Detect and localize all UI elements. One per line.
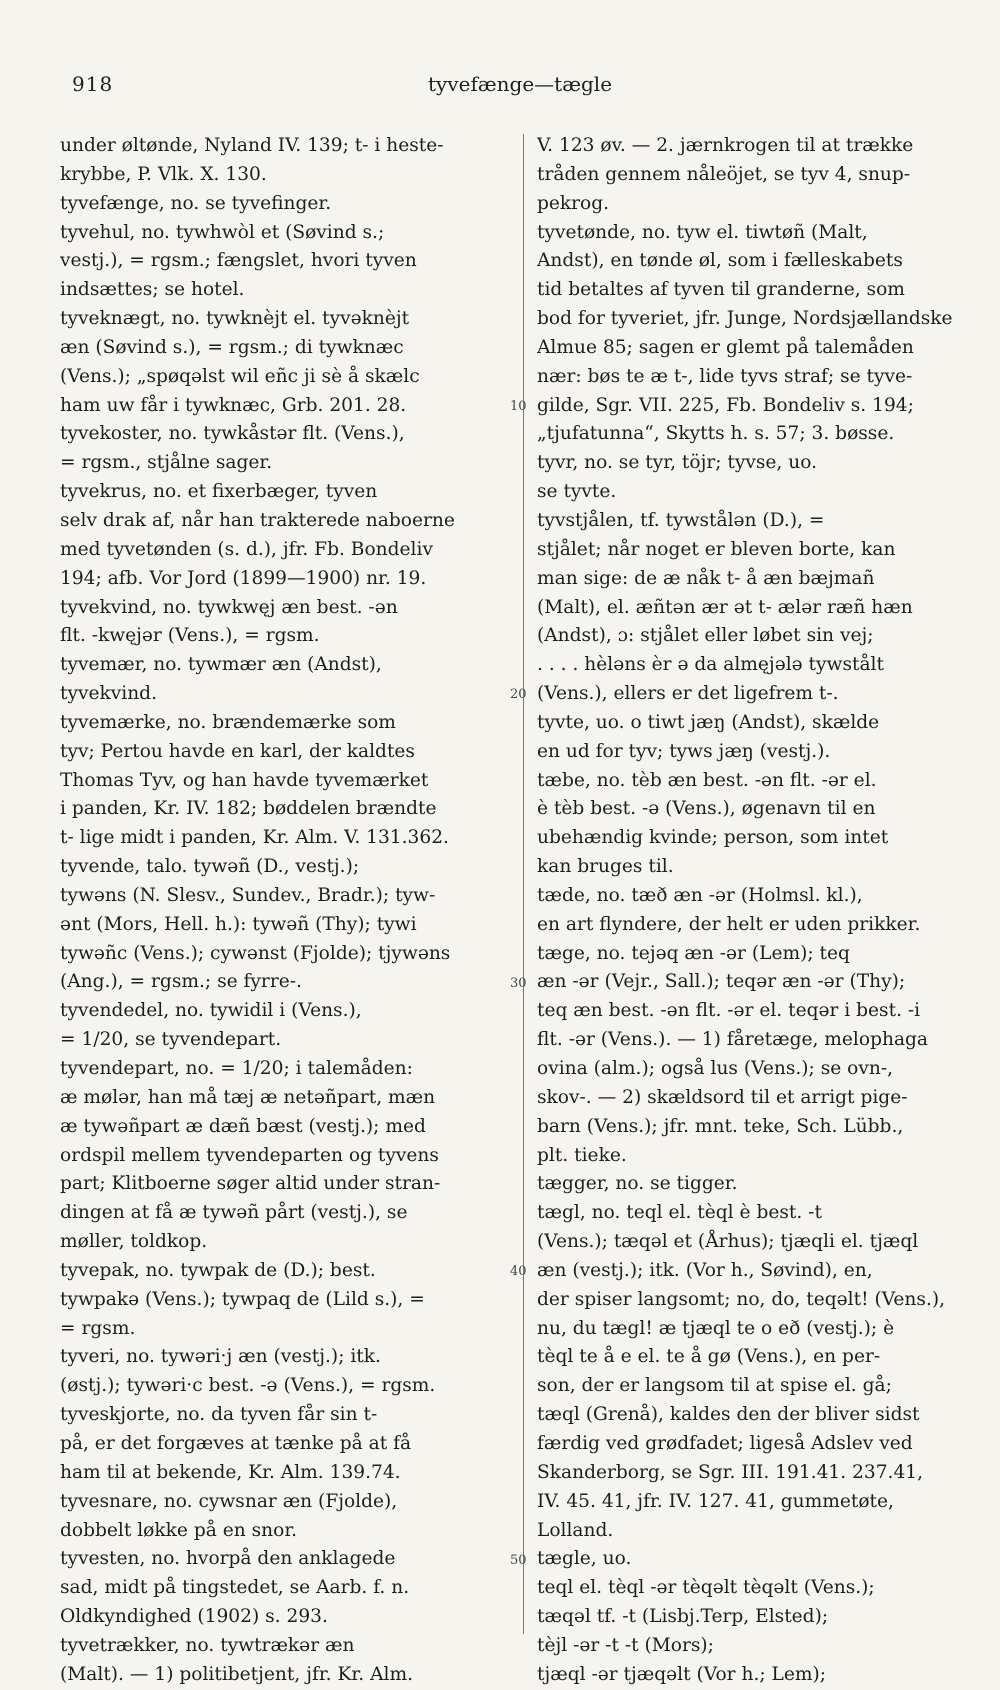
text-line: (Ang.), = rgsm.; se fyrre-. <box>60 971 302 993</box>
text-line: ubehændig kvinde; person, som intet <box>537 827 889 849</box>
text-line: Skanderborg, se Sgr. III. 191.41. 237.41, <box>537 1461 924 1483</box>
text-line: tægle, uo. <box>537 1548 632 1570</box>
line-number: 20 <box>510 687 527 703</box>
text-line: man sige: de æ nåk t- å æn bæjmañ <box>537 567 875 589</box>
text-line: æn -ər (Vejr., Sall.); teqər æn -ər (Thy); <box>537 971 906 993</box>
text-line: i panden, Kr. IV. 182; bøddelen brændte <box>60 798 437 820</box>
text-line: dingen at få æ tywəñ pårt (vestj.), se <box>60 1202 408 1224</box>
text-line: tyv; Pertou havde en karl, der kaldtes <box>60 740 415 762</box>
text-line: tæde, no. tæð æn -ər (Holmsl. kl.), <box>537 884 863 906</box>
text-line: tyvekvind, no. tywkwęj æn best. -ən <box>60 596 398 618</box>
text-line: tyvstjålen, tf. tywstålən (D.), = <box>537 509 825 531</box>
text-line: = rgsm. <box>60 1317 136 1339</box>
text-line: (Vens.), ellers er det ligefrem t-. <box>537 683 839 705</box>
text-line: tæbe, no. tèb æn best. -ən flt. -ər el. <box>537 769 877 791</box>
running-head: tyvefænge—tægle <box>427 72 613 96</box>
text-line: tyvr, no. se tyr, töjr; tyvse, uo. <box>537 452 818 474</box>
text-line: tyvekvind. <box>60 683 157 705</box>
text-line: ənt (Mors, Hell. h.): tywəñ (Thy); tywi <box>60 913 417 935</box>
text-line: Thomas Tyv, og han havde tyvemærket <box>60 769 429 791</box>
text-line: på, er det forgæves at tænke på at få <box>60 1432 412 1454</box>
text-line: skov-. — 2) skældsord til et arrigt pige- <box>537 1086 908 1108</box>
text-line: tèjl -ər -t -t (Mors); <box>537 1634 714 1656</box>
text-line: tid betaltes af tyven til granderne, som <box>537 279 905 301</box>
right-column <box>537 132 987 1690</box>
text-line: Almue 85; sagen er glemt på talemåden <box>537 336 914 358</box>
text-line: t- lige midt i panden, Kr. Alm. V. 131.362. <box>60 827 449 849</box>
text-line: en ud for tyv; tyws jæŋ (vestj.). <box>537 740 831 762</box>
text-line: tyvende, talo. tywəñ (D., vestj.); <box>60 856 360 878</box>
text-line: plt. tieke. <box>537 1144 627 1166</box>
text-line: ordspil mellem tyvendeparten og tyvens <box>60 1144 439 1166</box>
text-line: (Malt), el. æñtən ær ət t- ælər ræñ hæn <box>537 596 913 618</box>
text-line: ovina (alm.); også lus (Vens.); se ovn-, <box>537 1058 894 1079</box>
text-line: selv drak af, når han trakterede naboerne <box>60 509 455 531</box>
text-line: tyvendedel, no. tywidil i (Vens.), <box>60 1000 362 1022</box>
text-line: æn (Søvind s.), = rgsm.; di tywknæc <box>60 336 404 358</box>
text-line: æ tywəñpart æ dæñ bæst (vestj.); med <box>60 1115 426 1137</box>
text-line: tyvesnare, no. cywsnar æn (Fjolde), <box>60 1490 398 1512</box>
text-line: tægger, no. se tigger. <box>537 1173 738 1195</box>
text-line: indsættes; se hotel. <box>60 279 245 301</box>
text-line: flt. -ər (Vens.). — 1) fåretæge, melophaga <box>537 1029 929 1051</box>
text-line: under øltønde, Nyland IV. 139; t- i heste- <box>60 135 444 156</box>
text-line: tywəñc (Vens.); cywənst (Fjolde); tjywəns <box>60 942 451 964</box>
text-line: se tyvte. <box>537 481 617 503</box>
column-divider <box>523 134 524 1634</box>
text-line: teql el. tèql -ər tèqəlt tèqəlt (Vens.); <box>537 1577 875 1599</box>
text-line: en art flyndere, der helt er uden prikker. <box>537 913 921 935</box>
line-number: 30 <box>510 975 527 991</box>
text-line: tyvekrus, no. et fixerbæger, tyven <box>60 481 378 503</box>
text-line: ham til at bekende, Kr. Alm. 139.74. <box>60 1461 401 1483</box>
text-line: stjålet; når noget er bleven borte, kan <box>537 538 896 560</box>
text-line: nu, du tægl! æ tjæql te o eð (vestj.); è <box>537 1317 895 1339</box>
text-line: tyvemærke, no. brændemærke som <box>60 711 396 733</box>
text-line: tyvekoster, no. tywkåstər flt. (Vens.), <box>60 423 405 445</box>
page-header <box>70 72 970 102</box>
text-line: færdig ved grødfadet; ligeså Adslev ved <box>537 1432 913 1454</box>
text-line: Lolland. <box>537 1519 614 1541</box>
text-line: æn (vestj.); itk. (Vor h., Søvind), en, <box>537 1259 873 1281</box>
text-line: tyveknægt, no. tywknèjt el. tyvəknèjt <box>60 308 410 330</box>
text-line: (østj.); tywəri·c best. -ə (Vens.), = rgsm. <box>60 1375 436 1397</box>
text-line: tråden gennem nåleöjet, se tyv 4, snup- <box>537 163 911 185</box>
text-line: . . . . hèləns èr ə da almęjələ tywstålt <box>537 654 884 676</box>
text-line: flt. -kwęjər (Vens.), = rgsm. <box>60 625 320 647</box>
text-line: Andst), en tønde øl, som i fælleskabets <box>537 250 903 272</box>
line-number: 40 <box>510 1264 527 1280</box>
text-line: vestj.), = rgsm.; fængslet, hvori tyven <box>60 250 417 272</box>
text-line: tyvesten, no. hvorpå den anklagede <box>60 1548 396 1570</box>
text-line: gilde, Sgr. VII. 225, Fb. Bondeliv s. 194; <box>537 394 914 416</box>
text-line: tyveskjorte, no. da tyven får sin t- <box>60 1404 378 1426</box>
text-line: pekrog. <box>537 192 610 214</box>
text-line: tyvendepart, no. = 1/20; i talemåden: <box>60 1058 413 1079</box>
text-line: tywəns (N. Slesv., Sundev., Bradr.); tyw- <box>60 884 436 906</box>
text-line: part; Klitboerne søger altid under stran- <box>60 1173 441 1195</box>
line-number: 10 <box>510 398 527 414</box>
text-line: tyvehul, no. tywhwòl et (Søvind s.; <box>60 221 385 243</box>
text-line: tyveri, no. tywəri·j æn (vestj.); itk. <box>60 1346 381 1368</box>
text-line: Oldkyndighed (1902) s. 293. <box>60 1606 328 1628</box>
text-line: = rgsm., stjålne sager. <box>60 452 273 474</box>
text-line: tyvemær, no. tywmær æn (Andst), <box>60 654 382 676</box>
text-line: è tèb best. -ə (Vens.), øgenavn til en <box>537 798 876 820</box>
text-line: med tyvetønden (s. d.), jfr. Fb. Bondeliv <box>60 538 433 560</box>
text-line: tyvepak, no. tywpak de (D.); best. <box>60 1259 376 1281</box>
text-line: teq æn best. -ən flt. -ər el. teqər i best. -i <box>537 1000 921 1022</box>
text-line: ham uw får i tywknæc, Grb. 201. 28. <box>60 394 407 416</box>
text-line: tæge, no. tejəq æn -ər (Lem); teq <box>537 942 850 964</box>
line-number: 50 <box>510 1552 527 1568</box>
text-line: barn (Vens.); jfr. mnt. teke, Sch. Lübb., <box>537 1115 904 1137</box>
text-line: tæqəl tf. -t (Lisbj.Terp, Elsted); <box>537 1606 829 1628</box>
text-line: dobbelt løkke på en snor. <box>60 1519 298 1541</box>
text-line: = 1/20, se tyvendepart. <box>60 1029 282 1051</box>
text-line: (Andst), ɔ: stjålet eller løbet sin vej; <box>537 625 874 647</box>
text-line: møller, toldkop. <box>60 1231 208 1253</box>
text-line: V. 123 øv. — 2. jærnkrogen til at trække <box>537 135 914 156</box>
text-line: kan bruges til. <box>537 856 674 878</box>
text-line: der spiser langsomt; no, do, teqəlt! (Vens.), <box>537 1288 946 1310</box>
page-number: 918 <box>72 72 114 96</box>
text-line: tèql te å e el. te å gø (Vens.), en per- <box>537 1346 881 1368</box>
text-line: krybbe, P. Vlk. X. 130. <box>60 163 267 185</box>
text-line: nær: bøs te æ t-, lide tyvs straf; se tyve- <box>537 365 913 387</box>
text-line: tægl, no. teql el. tèql è best. -t <box>537 1202 822 1224</box>
left-column <box>60 132 505 1690</box>
text-line: (Malt). — 1) politibetjent, jfr. Kr. Alm. <box>60 1663 413 1685</box>
text-line: tjæql -ər tjæqəlt (Vor h.; Lem); <box>537 1663 827 1685</box>
text-line: sad, midt på tingstedet, se Aarb. f. n. <box>60 1577 410 1599</box>
text-line: tywpakə (Vens.); tywpaq de (Lild s.), = <box>60 1288 425 1310</box>
text-line: bod for tyveriet, jfr. Junge, Nordsjællandske <box>537 308 953 330</box>
text-line: tyvte, uo. o tiwt jæŋ (Andst), skælde <box>537 711 880 733</box>
text-line: „tjufatunna“, Skytts h. s. 57; 3. bøsse. <box>537 423 895 445</box>
text-line: 194; afb. Vor Jord (1899—1900) nr. 19. <box>60 567 427 589</box>
text-line: tyvefænge, no. se tyvefinger. <box>60 192 332 214</box>
text-line: (Vens.); „spøqəlst wil eñc ji sè å skælc <box>60 365 420 387</box>
text-line: son, der er langsom til at spise el. gå; <box>537 1375 892 1397</box>
text-line: æ mølər, han må tæj æ netəñpart, mæn <box>60 1086 436 1108</box>
text-line: (Vens.); tæqəl et (Århus); tjæqli el. tjæql <box>537 1231 919 1253</box>
text-line: tyvetønde, no. tyw el. tiwtøñ (Malt, <box>537 221 868 243</box>
text-line: IV. 45. 41, jfr. IV. 127. 41, gummetøte, <box>537 1490 894 1512</box>
text-line: tyvetrækker, no. tywtrækər æn <box>60 1634 355 1656</box>
text-line: tæql (Grenå), kaldes den der bliver sidst <box>537 1404 920 1426</box>
